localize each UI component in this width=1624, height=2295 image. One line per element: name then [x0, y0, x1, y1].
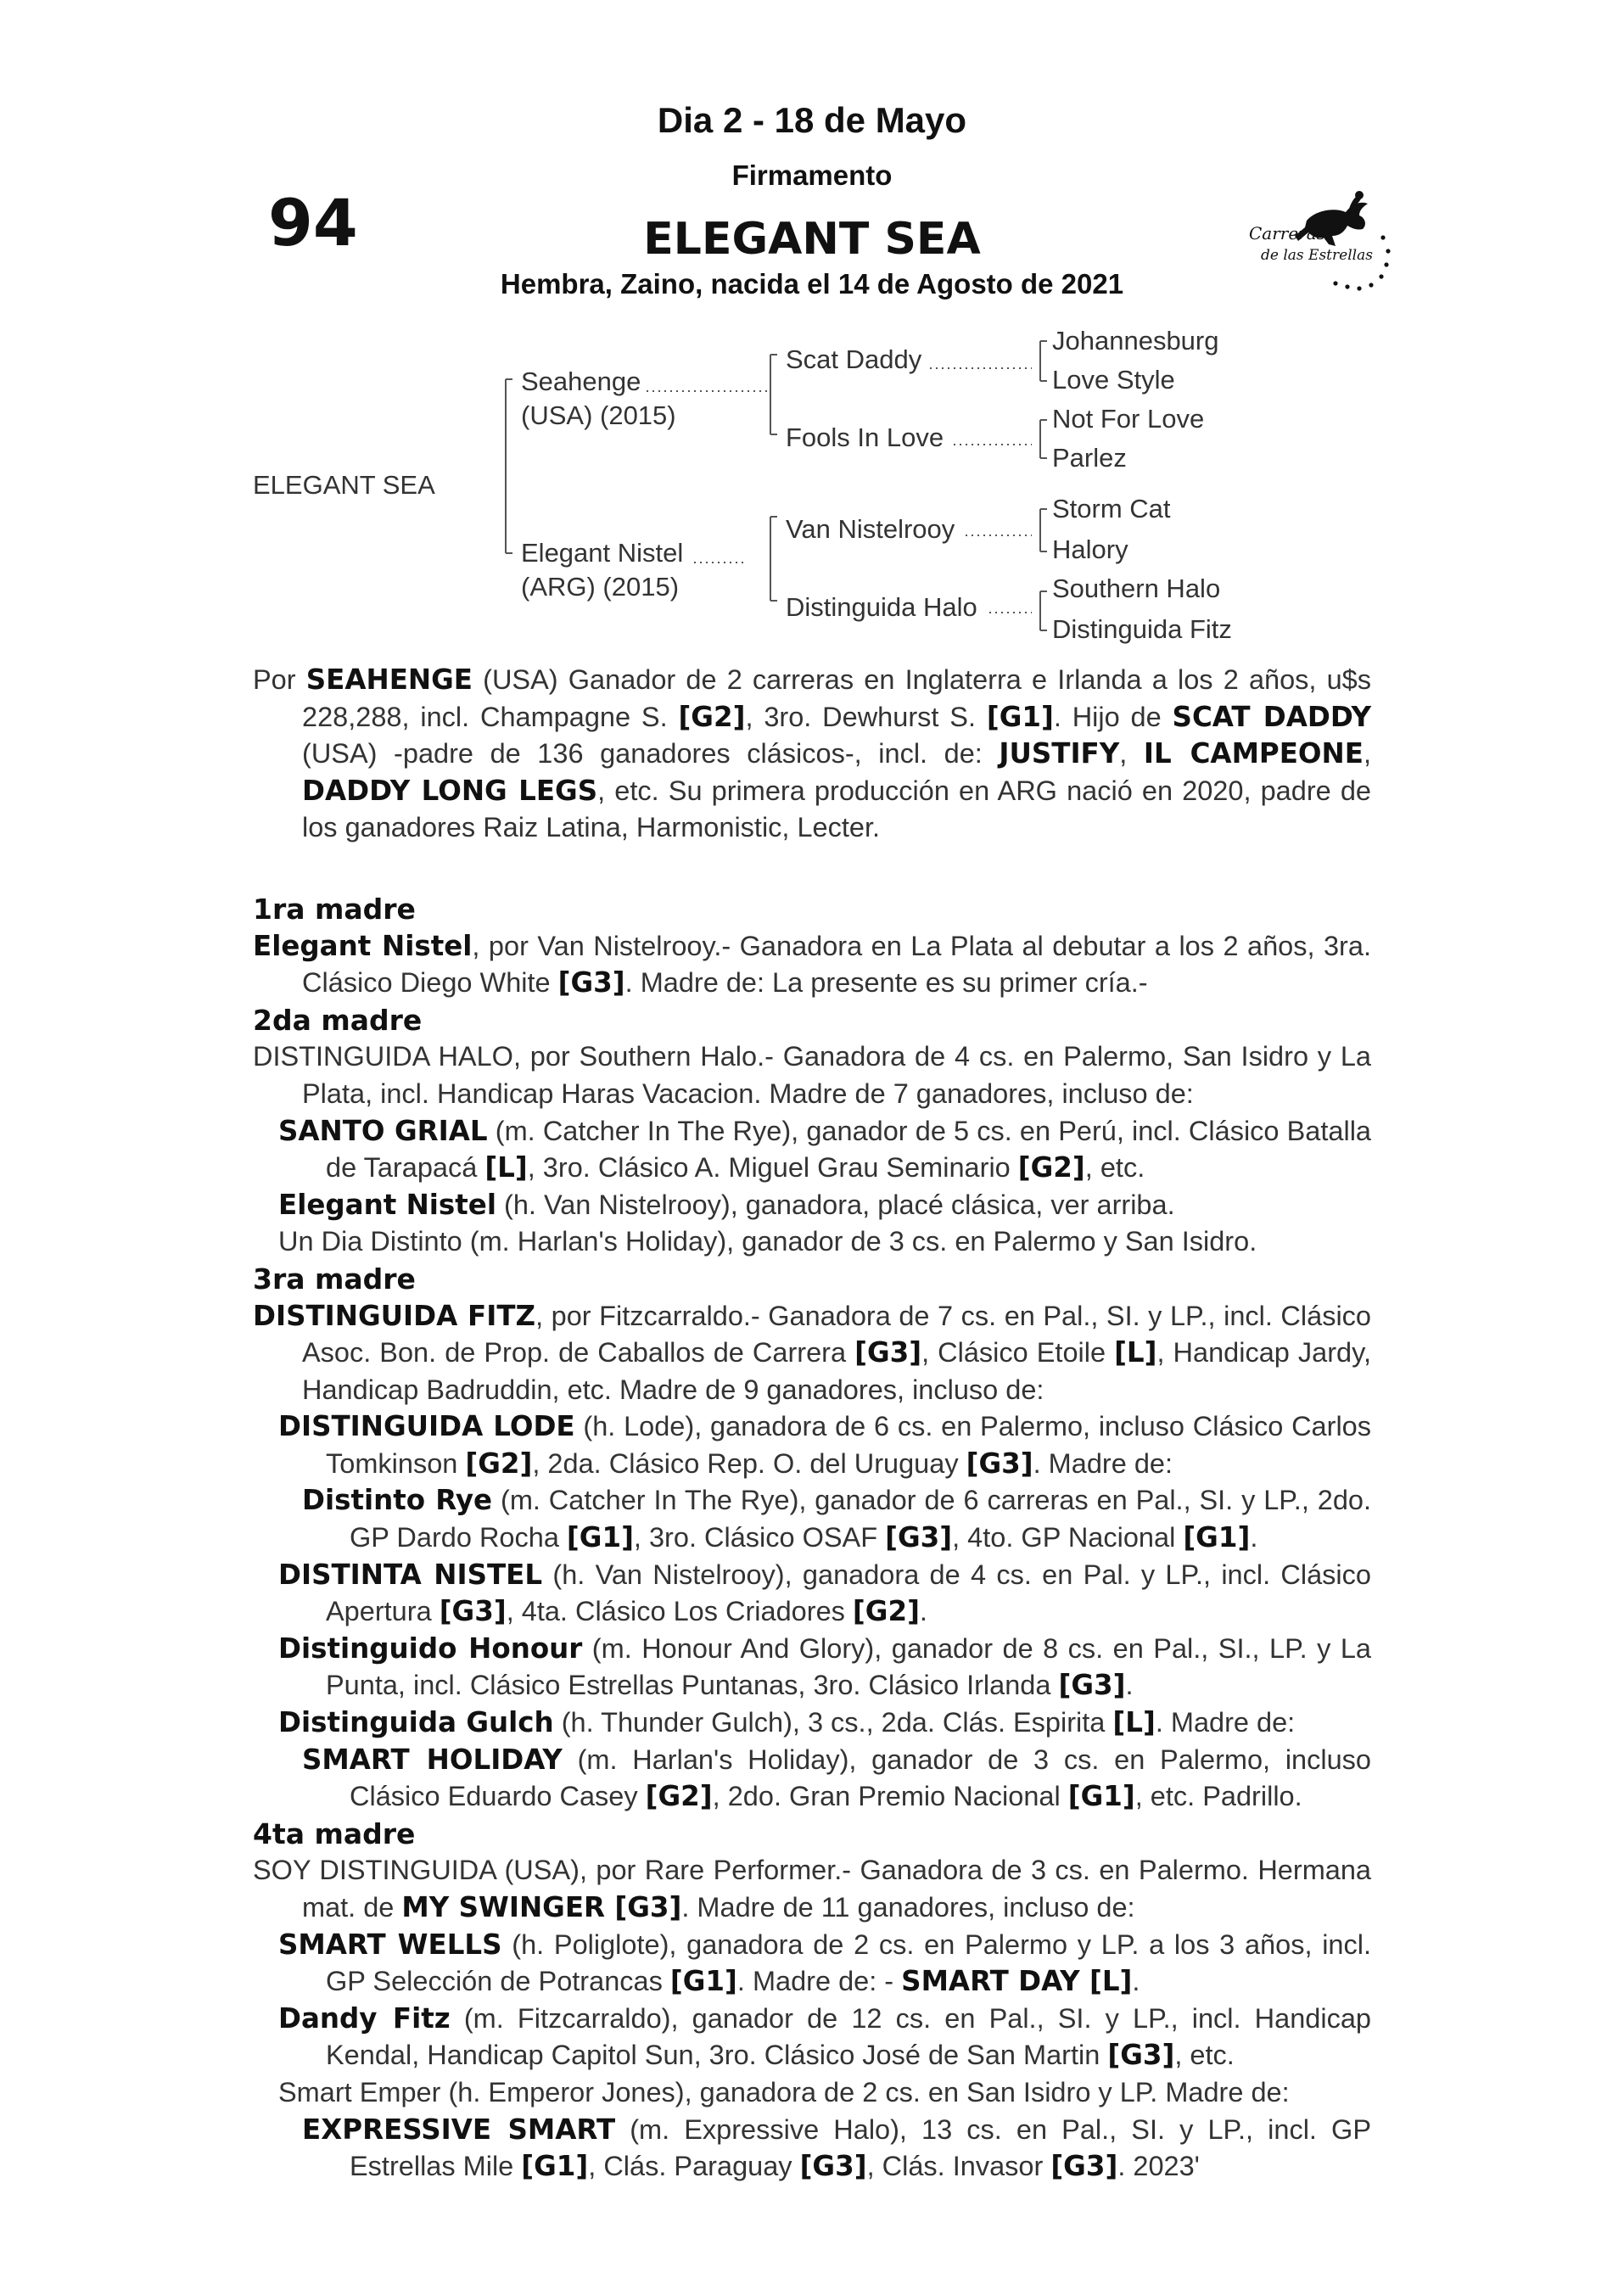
pedigree-g3-2: Love Style — [1052, 365, 1175, 395]
bold-text: Distinguida Gulch — [278, 1706, 554, 1739]
text-run: . — [1250, 1522, 1258, 1553]
text-run: , etc. — [1174, 2040, 1235, 2071]
bold-text: [L] — [484, 1151, 528, 1184]
bold-text: [G2] — [852, 1595, 920, 1628]
horse-name: ELEGANT SEA — [643, 214, 981, 265]
bold-text: IL CAMPEONE — [1143, 737, 1364, 770]
pedigree-g3-3: Not For Love — [1052, 404, 1205, 434]
text-run: . — [1125, 1670, 1134, 1701]
text-run: , etc. Padrillo. — [1134, 1781, 1302, 1812]
text-run: . — [919, 1596, 927, 1627]
bold-text: [G1] — [986, 700, 1054, 733]
bold-text: Distinguido Honour — [278, 1632, 583, 1665]
produce-paragraph — [253, 1557, 1371, 1631]
bold-text: [G3] — [1058, 1669, 1126, 1702]
bold-text: [L] — [1112, 1706, 1156, 1739]
bold-text: DISTINGUIDA LODE — [278, 1410, 575, 1443]
dam-paragraph — [253, 1298, 1371, 1409]
text-run: , 3ro. Clásico A. Miguel Grau Seminario — [527, 1152, 1018, 1184]
text-run: . Hijo de — [1053, 701, 1173, 732]
pedigree-dam-sire: Van Nistelrooy — [786, 514, 955, 544]
dam-heading: 2da madre — [253, 1003, 423, 1037]
text-run: (h. Lode), ganadora de 6 cs. en Palermo, incluso Clásico Carlos Tomkinson — [326, 1411, 1371, 1479]
horse-description: Hembra, Zaino, nacida el 14 de Agosto de 2021 — [500, 268, 1124, 299]
bold-text: [G1] — [566, 1521, 634, 1554]
text-run: SOY DISTINGUIDA (USA), por Rare Performer.- Ganadora de 3 cs. en Palermo. Hermana mat. de — [253, 1855, 1371, 1923]
bold-text: JUSTIFY — [999, 737, 1120, 770]
text-run: . Madre de 11 ganadores, incluso de: — [681, 1892, 1135, 1923]
pedigree-dam-dam: Distinguida Halo — [786, 592, 977, 622]
text-run: , — [1119, 738, 1144, 770]
produce-paragraph — [253, 2112, 1371, 2186]
bold-text: SEAHENGE — [305, 663, 473, 696]
bold-text: [G3] — [854, 1336, 922, 1369]
bold-text: [L] — [1114, 1336, 1157, 1369]
sire-paragraph — [253, 662, 1371, 847]
bold-text: [G3] — [799, 2150, 867, 2183]
produce-paragraph — [253, 2001, 1371, 2074]
text-run: (USA) Ganador de 2 carreras en Inglaterra e Irlanda a los 2 años, u$s 228,288, incl. Champagne S. — [302, 664, 1371, 732]
text-run: (h. Thunder Gulch), 3 cs., 2da. Clás. Espirita — [553, 1707, 1113, 1738]
text-run: , 4to. GP Nacional — [952, 1522, 1184, 1553]
pedigree-g3-5: Storm Cat — [1052, 494, 1171, 523]
pedigree-g3-1: Johannesburg — [1052, 326, 1219, 355]
produce-paragraph — [253, 1742, 1371, 1816]
bold-text: Elegant Nistel — [278, 1188, 496, 1221]
produce-paragraph — [253, 1113, 1371, 1187]
pedigree-g3-6: Halory — [1052, 535, 1128, 564]
bold-text: SMART HOLIDAY — [302, 1743, 563, 1776]
dam-heading: 4ta madre — [253, 1816, 416, 1850]
pedigree-sire-origin: (USA) (2015) — [521, 400, 676, 430]
text-run: , por Fitzcarraldo.- Ganadora de 7 cs. en Pal., SI. y LP., incl. Clásico Asoc. Bon. de Prop. de Caballos de Carrera — [302, 1300, 1371, 1369]
bold-text: [G3] — [966, 1447, 1033, 1480]
catalog-body — [253, 662, 1371, 2186]
produce-paragraph — [253, 1704, 1371, 1742]
bold-text: [G2] — [1017, 1151, 1085, 1184]
bold-text: EXPRESSIVE SMART — [302, 2113, 616, 2146]
pedigree-dam-origin: (ARG) (2015) — [521, 572, 680, 602]
breeder-farm: Firmamento — [731, 160, 893, 191]
text-run: , por Van Nistelrooy.- Ganadora en La Plata al debutar a los 2 años, 3ra. Clásico Diego White — [302, 930, 1371, 999]
text-run: . Madre de: La presente es su primer cría.- — [624, 967, 1148, 999]
logo-line-2: de las Estrellas — [1261, 247, 1373, 264]
pedigree-g3-7: Southern Halo — [1052, 574, 1221, 603]
text-run: (m. Catcher In The Rye), ganador de 6 carreras en Pal., SI. y LP., 2do. GP Dardo Rocha — [350, 1485, 1371, 1553]
bold-text: [G3] — [885, 1521, 953, 1554]
bold-text: Elegant Nistel — [253, 929, 473, 962]
female-family — [253, 891, 1371, 2186]
text-run: (m. Catcher In The Rye), ganador de 5 cs. en Perú, incl. Clásico Batalla de Tarapacá — [326, 1115, 1372, 1184]
pedigree-dam: Elegant Nistel — [521, 538, 684, 568]
produce-paragraph — [253, 1408, 1371, 1482]
text-run: , 3ro. Dewhurst S. — [745, 701, 987, 732]
bold-text: [G1] — [1183, 1521, 1251, 1554]
text-run: , etc. — [1084, 1152, 1145, 1184]
text-run: DISTINGUIDA HALO, por Southern Halo.- Ganadora de 4 cs. en Palermo, San Isidro y La Plata, incl. Handicap Haras Vacacion. Madre de 7 ganadores, incluso de: — [253, 1041, 1371, 1109]
bold-text: [G2] — [678, 700, 746, 733]
bold-text: [G3] — [1107, 2039, 1175, 2072]
logo-line-1: Carreras — [1249, 223, 1325, 243]
text-run: . 2023' — [1117, 2151, 1200, 2182]
produce-paragraph — [253, 1482, 1371, 1556]
text-run: , Clás. Paraguay — [588, 2151, 800, 2182]
bold-text: DISTINTA NISTEL — [278, 1558, 543, 1591]
pedigree-sire-dam: Fools In Love — [786, 423, 944, 452]
bold-text: SCAT DADDY — [1172, 700, 1371, 733]
dam-heading: 1ra madre — [253, 892, 416, 926]
bold-text: [G1] — [669, 1965, 737, 1998]
dam-heading: 3ra madre — [253, 1262, 416, 1296]
text-run: , 4ta. Clásico Los Criadores — [506, 1596, 853, 1627]
bold-text: SMART DAY [L] — [901, 1965, 1133, 1998]
text-run: . — [1132, 1966, 1140, 1997]
text-run: (h. Van Nistelrooy), ganadora, placé clásica, ver arriba. — [496, 1189, 1175, 1220]
dam-paragraph — [253, 928, 1371, 1002]
text-run: (m. Expressive Halo), 13 cs. en Pal., SI. y LP., incl. GP Estrellas Mile — [350, 2113, 1371, 2182]
produce-paragraph — [253, 1631, 1371, 1704]
text-run: (h. Van Nistelrooy), ganadora de 4 cs. en Pal. y LP., incl. Clásico Apertura — [326, 1559, 1371, 1627]
pedigree-sire: Seahenge — [521, 367, 641, 396]
text-run: , 3ro. Clásico OSAF — [633, 1522, 886, 1553]
text-run: , 2do. Gran Premio Nacional — [712, 1781, 1068, 1812]
produce-paragraph — [253, 2074, 1371, 2112]
text-run: , Clásico Etoile — [921, 1337, 1115, 1369]
produce-paragraph — [253, 1187, 1371, 1224]
bold-text: SMART WELLS — [278, 1928, 502, 1961]
bold-text: Dandy Fitz — [278, 2001, 451, 2035]
lot-number: 94 — [268, 185, 358, 260]
bold-text: MY SWINGER [G3] — [401, 1891, 682, 1923]
text-run: (m. Fitzcarraldo), ganador de 12 cs. en Pal., SI. y LP., incl. Handicap Kendal, Handicap Capitol Sun, 3ro. Clásico José de San Martin — [326, 2002, 1372, 2071]
text-run: , Clás. Invasor — [866, 2151, 1051, 2182]
bold-text: [G2] — [465, 1447, 533, 1480]
sale-day: Dia 2 - 18 de Mayo — [657, 100, 967, 140]
pedigree-brackets — [0, 0, 1624, 662]
text-run: . Madre de: — [1155, 1707, 1296, 1738]
bold-text: Distinto Rye — [302, 1484, 493, 1517]
pedigree-g3-8: Distinguida Fitz — [1052, 614, 1232, 644]
bold-text: [G2] — [645, 1780, 713, 1813]
bold-text: DADDY LONG LEGS — [302, 774, 598, 807]
bold-text: [G3] — [1050, 2150, 1118, 2183]
text-run: (h. Poliglote), ganadora de 2 cs. en Palermo y LP. a los 3 años, incl. GP Selección de Potrancas — [326, 1928, 1372, 1997]
bold-text: DISTINGUIDA FITZ — [253, 1299, 536, 1332]
text-run: . Madre de: — [1033, 1447, 1173, 1479]
text-run: . Madre de: - — [736, 1966, 902, 1997]
bold-text: SANTO GRIAL — [278, 1114, 488, 1147]
text-run: , 2da. Clásico Rep. O. del Uruguay — [532, 1447, 966, 1479]
text-run: Por — [253, 664, 306, 695]
text-run: , Handicap Jardy, Handicap Badruddin, etc. Madre de 9 ganadores, incluso de: — [302, 1337, 1371, 1405]
pedigree-subject: ELEGANT SEA — [253, 470, 435, 500]
text-run: Smart Emper (h. Emperor Jones), ganadora de 2 cs. en San Isidro y LP. Madre de: — [278, 2076, 1290, 2107]
produce-paragraph — [253, 1223, 1371, 1261]
pedigree-sire-sire: Scat Daddy — [786, 344, 922, 374]
bold-text: [G1] — [521, 2150, 589, 2183]
dam-paragraph — [253, 1038, 1371, 1112]
pedigree-g3-4: Parlez — [1052, 443, 1127, 473]
bold-text: [G3] — [557, 966, 625, 999]
dam-paragraph — [253, 1852, 1371, 1926]
text-run: , — [1363, 738, 1371, 770]
text-run: , etc. Su primera producción en ARG nació en 2020, padre de los ganadores Raiz Latina, Harmonistic, Lecter. — [302, 775, 1371, 843]
produce-paragraph — [253, 1927, 1371, 2001]
bold-text: [G1] — [1067, 1780, 1135, 1813]
text-run: Un Dia Distinto (m. Harlan's Holiday), ganador de 3 cs. en Palermo y San Isidro. — [278, 1226, 1257, 1257]
text-run: (m. Harlan's Holiday), ganador de 3 cs. en Palermo, incluso Clásico Eduardo Casey — [350, 1744, 1371, 1812]
text-run: (m. Honour And Glory), ganador de 8 cs. en Pal., SI., LP. y La Punta, incl. Clásico Estrellas Puntanas, 3ro. Clásico Irlanda — [326, 1632, 1371, 1701]
bold-text: [G3] — [439, 1595, 507, 1628]
text-run: (USA) -padre de 136 ganadores clásicos-, incl. de: — [302, 738, 1000, 770]
